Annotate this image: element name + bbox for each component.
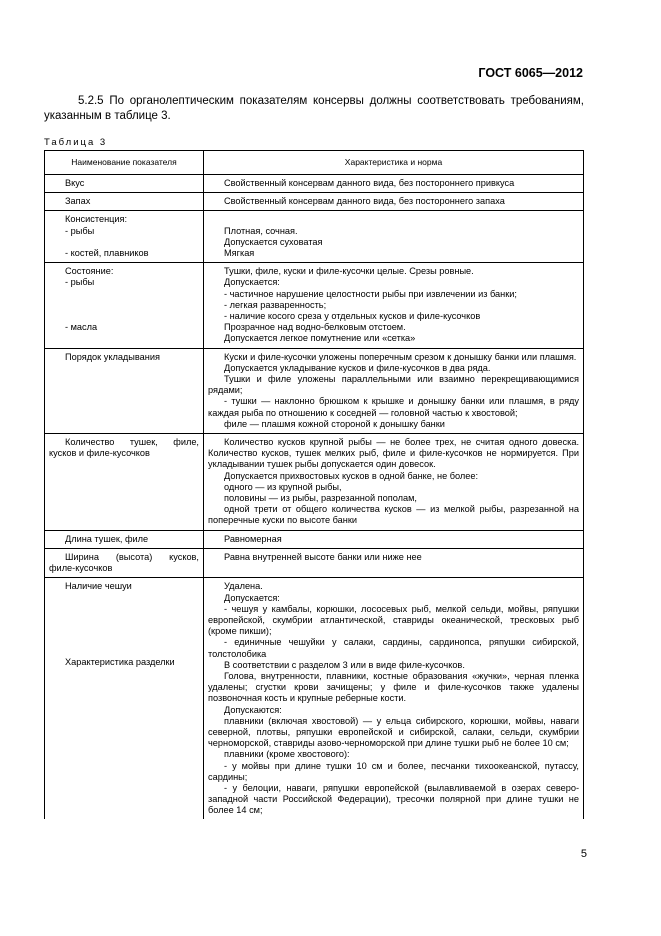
table-row xyxy=(45,211,584,263)
row-value-paragraph: - единичные чешуйки у салаки, сардины, сардинопса, ряпушки сибирской, толстолобика xyxy=(208,637,579,659)
row-value-paragraph: Тушки и филе уложены параллельными или взаимно перекрещивающимися рядами; xyxy=(208,374,579,396)
row-name-line xyxy=(65,237,199,248)
row-value-line: Мягкая xyxy=(224,248,255,259)
row-name xyxy=(45,211,204,263)
table-row xyxy=(45,348,584,433)
row-value-paragraph: филе — плашмя кожной стороной к донышку банки xyxy=(224,418,445,429)
row-value-line: Допускается: xyxy=(224,277,280,288)
row-value: Равномерная xyxy=(204,530,584,548)
col-header-name: Наименование показателя xyxy=(45,151,204,175)
intro-paragraph: 5.2.5 По органолептическим показателям консервы должны соответствовать требованиям, указанным в таблице 3. xyxy=(44,95,584,122)
row-name-line: - масла xyxy=(65,322,98,333)
row-value-line: - легкая разваренность; xyxy=(224,299,327,310)
row-value-line: Допускается легкое помутнение или «сетка» xyxy=(224,333,416,344)
row-name-line xyxy=(65,311,199,322)
row-value-line: Прозрачное над водно-белковым отстоем. xyxy=(224,322,406,333)
standard-header: ГОСТ 6065—2012 xyxy=(478,66,583,80)
page-number: 5 xyxy=(580,848,587,860)
row-name: Длина тушек, филе xyxy=(45,530,204,548)
table-caption: Таблица 3 xyxy=(44,137,108,148)
row-value: Свойственный консервам данного вида, без постороннего привкуса xyxy=(204,175,584,193)
table-row xyxy=(45,530,584,548)
row-value-line: Тушки, филе, куски и филе-кусочки целые. Срезы ровные. xyxy=(224,266,474,277)
row-name: Количество тушек, филе, кусков и филе-кусочков xyxy=(45,434,204,531)
table-row xyxy=(45,578,584,819)
row-value-paragraph: Куски и филе-кусочки уложены поперечным срезом к донышку банки или плашмя. xyxy=(224,351,577,362)
row-name: Ширина (высота) кусков, филе-кусочков xyxy=(45,548,204,577)
row-name-line: - рыбы xyxy=(65,225,95,236)
row-value-paragraph: Допускается укладывание кусков и филе-кусочков в два ряда. xyxy=(224,362,491,373)
row-value xyxy=(204,211,584,263)
row-name: Вкус xyxy=(45,175,204,193)
row-name xyxy=(45,578,204,819)
row-value xyxy=(204,434,584,531)
requirements-table xyxy=(44,150,584,819)
row-value-paragraph: Голова, внутренности, плавники, костные образования «жучки», черная пленка удалены; сгустки крови зачищены; у филе и филе-кусочков также удалены позвоночная кость и крупные реберные кости. xyxy=(208,670,579,704)
row-value-paragraph: одной трети от общего количества кусков — из мелкой рыбы, разрезанной на поперечные куски по высоте банки xyxy=(208,504,579,526)
row-value-paragraph: одного — из крупной рыбы, xyxy=(224,481,342,492)
table-row xyxy=(45,175,584,193)
row-name-line: Консистенция: xyxy=(65,214,128,225)
table-header-row xyxy=(45,151,584,175)
table-row xyxy=(45,193,584,211)
row-value-paragraph: Удалена. xyxy=(224,581,263,592)
row-value-paragraph: Допускается: xyxy=(224,592,280,603)
row-value-paragraph: плавники (включая хвостовой) — у ельца сибирского, корюшки, мойвы, наваги северной, плотвы, ряпушки европейской и сибирской, салаки, сельди, скумбрии черноморской, ставриды азово-черноморской при длине тушки рыб не более 10 см; xyxy=(208,715,579,749)
row-name-line xyxy=(65,300,199,311)
row-value-paragraph: Допускается прихвостовых кусков в одной банке, не более: xyxy=(224,470,479,481)
row-name-line: Наличие чешуи xyxy=(65,581,132,592)
row-value-paragraph: Допускаются: xyxy=(224,704,282,715)
row-value-paragraph: В соответствии с разделом 3 или в виде филе-кусочков. xyxy=(224,659,465,670)
row-value-line: Допускается суховатая xyxy=(224,236,323,247)
row-name xyxy=(45,263,204,348)
row-name: Запах xyxy=(45,193,204,211)
row-value xyxy=(204,578,584,819)
row-value-paragraph: Количество кусков крупной рыбы — не более трех, не считая одного довеска. Количество кусков, тушек мелких рыб, филе и филе-кусочков не нормируется. При укладывании тушек рыбы допускается один довесок. xyxy=(208,437,579,470)
row-value xyxy=(204,263,584,348)
row-value-line: - наличие косого среза у отдельных кусков и филе-кусочков xyxy=(224,311,481,322)
row-value-paragraph: плавники (кроме хвостового): xyxy=(224,749,350,760)
row-value-line: - частичное нарушение целостности рыбы при извлечении из банки; xyxy=(224,288,517,299)
row-value-paragraph: - у белоции, наваги, ряпушки европейской (вылавливаемой в озерах северо-западной части Российской Федерации), тресочки полярной при длине тушки не более 14 см; xyxy=(208,782,579,816)
row-name: Порядок укладывания xyxy=(45,348,204,433)
table-row xyxy=(45,263,584,348)
row-value: Свойственный консервам данного вида, без постороннего запаха xyxy=(204,193,584,211)
row-name-line: Характеристика разделки xyxy=(65,657,175,668)
row-value-paragraph: половины — из рыбы, разрезанной пополам, xyxy=(224,493,417,504)
col-header-value: Характеристика и норма xyxy=(204,151,584,175)
row-name-line: - костей, плавников xyxy=(65,248,149,259)
row-value-paragraph: - у мойвы при длине тушки 10 см и более, песчанки тихоокеанской, путассу, сардины; xyxy=(208,760,579,782)
row-value-line xyxy=(224,214,579,225)
row-value xyxy=(204,348,584,433)
table-row xyxy=(45,548,584,577)
row-value-paragraph: - тушки — наклонно брюшком к крышке и донышку банки или плашмя, в ряду каждая рыба по отношению к соседней — головной частью к хвостовой; xyxy=(208,396,579,418)
row-value-line: Плотная, сочная. xyxy=(224,225,298,236)
row-name-line: - рыбы xyxy=(65,277,95,288)
row-value-paragraph: - чешуя у камбалы, корюшки, лососевых рыб, мелкой сельди, мойвы, ряпушки европейской, скумбрии атлантической, ставриды океанической, тресковых рыб (кроме пикши); xyxy=(208,603,579,637)
table-row xyxy=(45,434,584,531)
row-name-line: Состояние: xyxy=(65,266,114,277)
row-value: Равна внутренней высоте банки или ниже нее xyxy=(204,548,584,577)
row-name-line xyxy=(65,289,199,300)
